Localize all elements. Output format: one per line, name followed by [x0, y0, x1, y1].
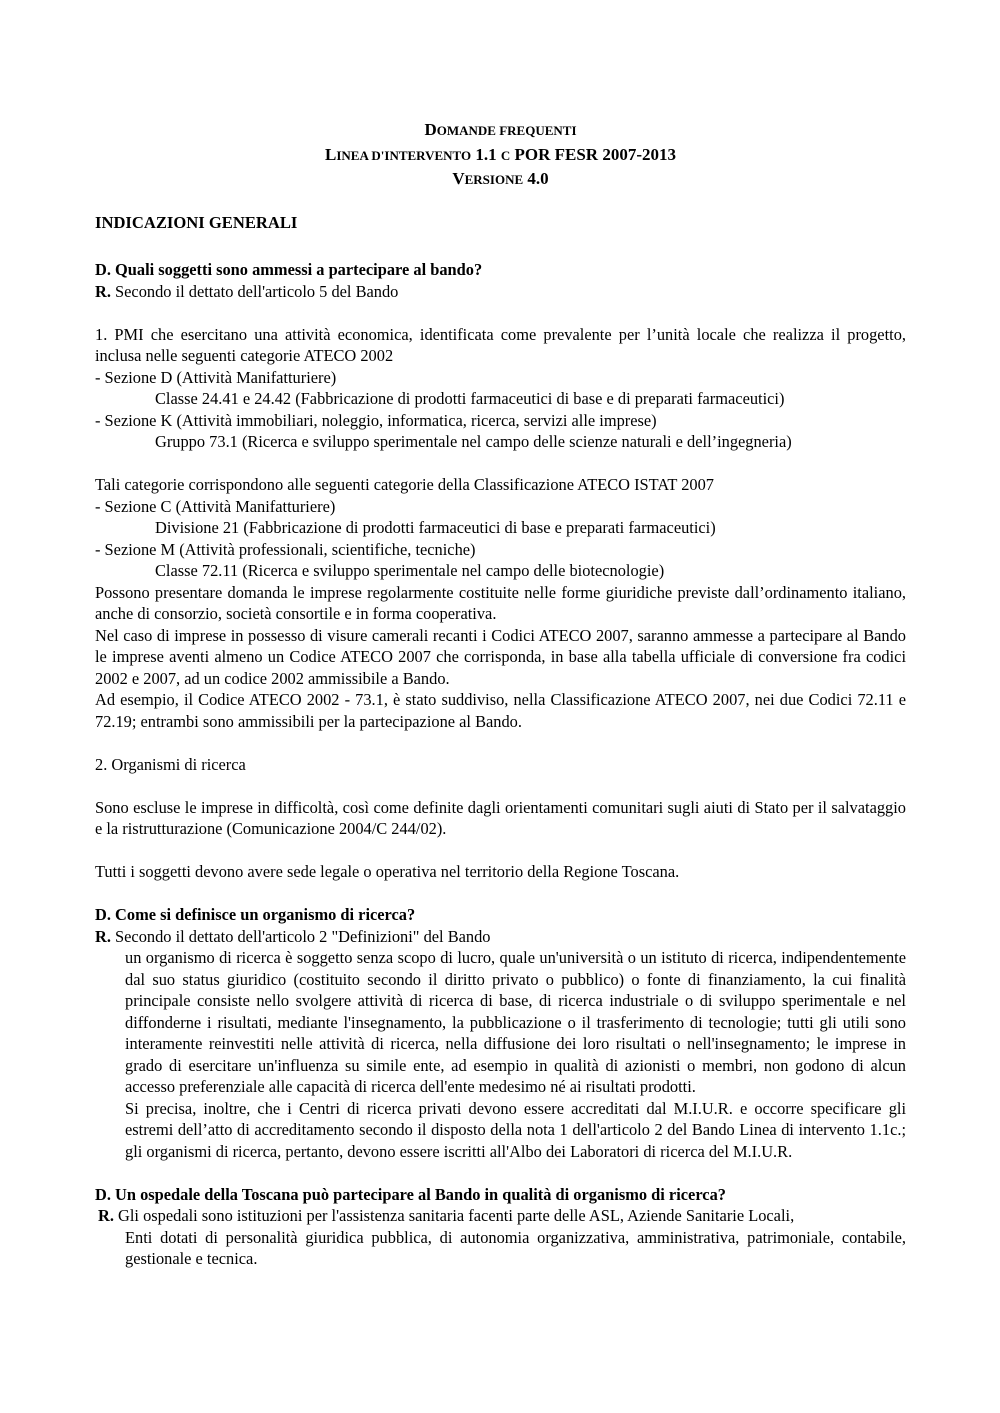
faq1-list-item: Divisione 21 (Fabbricazione di prodotti farmaceutici di base e preparati farmaceutici) — [155, 518, 716, 537]
header-version-number: 4.0 — [527, 169, 549, 188]
header-subtitle-program: POR FESR 2007-2013 — [514, 144, 676, 164]
faq1-r-label: R. — [95, 281, 111, 301]
faq1-list-item: Gruppo 73.1 (Ricerca e sviluppo sperimentale nel campo delle scienze naturali e dell’ingegneria) — [155, 432, 792, 451]
faq1-list-item: Classe 72.11 (Ricerca e sviluppo sperimentale nel campo delle biotecnologie) — [155, 561, 665, 580]
header-subtitle-mid: INEA D'INTERVENTO — [336, 147, 472, 163]
faq1-list-item: Classe 24.41 e 24.42 (Fabbricazione di prodotti farmaceutici di base e di preparati farmaceutici) — [155, 389, 785, 408]
header-version — [95, 167, 906, 192]
faq1-paragraph-escluse: Sono escluse le imprese in difficoltà, così come definite dagli orientamenti comunitari sugli aiuti di Stato per il salvataggio e la ristrutturazione (Comunicazione 2004/C 244/02). — [95, 797, 906, 838]
header-subtitle-initial: L — [325, 144, 337, 164]
faq1-list-item: - Sezione D (Attività Manifatturiere) — [95, 367, 337, 387]
faq1-paragraph-pmi: 1. PMI che esercitano una attività economica, identificata come prevalente per l’unità locale che realizza il progetto, inclusa nelle seguenti categorie ATECO 2002 — [95, 324, 906, 365]
faq1-list-item: - Sezione K (Attività immobiliari, noleggio, informatica, ricerca, servizi alle imprese) — [95, 410, 657, 430]
faq1-paragraph-organismi: 2. Organismi di ricerca — [95, 754, 246, 774]
faq1-paragraph-example: Ad esempio, il Codice ATECO 2002 - 73.1, è stato suddiviso, nella Classificazione ATECO 2007, nei due Codici 72.11 e 72.19; entrambi sono ammissibili per la partecipazione al Bando. — [95, 690, 906, 731]
header-version-initial: V — [452, 169, 465, 188]
header-title — [95, 118, 906, 143]
faq1-paragraph-forms: Possono presentare domanda le imprese regolarmente costituite nelle forme giuridiche previste dall’ordinamento italiano, anche di consorzio, società consortile e in forma cooperativa. — [95, 582, 906, 623]
faq2-paragraph-accreditation: Si precisa, inoltre, che i Centri di ricerca privati devono essere accreditati dal M.I.U.R. e occorre specificare gli estremi dell’atto di accreditamento secondo il disposto della nota 1 dell'articolo 2 del Bando Linea di intervento 1.1c.; gli organismi di ricerca, pertanto, devono essere iscritti all'Albo dei Laboratori di ricerca del M.I.U.R. — [125, 1098, 906, 1161]
faq3-r-label: R. — [98, 1206, 114, 1225]
header-subtitle-letter: C — [500, 147, 511, 163]
faq1-paragraph-visure: Nel caso di imprese in possesso di visure camerali recanti i Codici ATECO 2007, saranno ammesse a partecipare al Bando le imprese aventi almeno un Codice ATECO 2007 che corrisponda, in base alla tabella ufficiale di conversione fra codici 2002 e 2007, ad un codice 2002 ammissibile a Bando. — [95, 625, 906, 688]
faq2-answer-intro — [95, 926, 906, 948]
faq1-answer-intro — [95, 281, 906, 303]
faq2-paragraph-definition: un organismo di ricerca è soggetto senza scopo di lucro, quale un'università o un istituto di ricerca, indipendentemente dal suo status giuridico (costituito secondo il diritto privato o pubblico) o fonte di finanziamento, la cui finalità principale consiste nello svolgere attività di ricerca di base, di ricerca industriale o di sviluppo sperimentale e nel diffonderne i risultati, mediante l'insegnamento, la pubblicazione o il trasferimento di tecnologie; tutti gli utili sono interamente reinvestiti nelle attività di ricerca, nella diffusione dei loro risultati o nell'insegnamento; le imprese in grado di esercitare un'influenza su simile ente, ad esempio in qualità di azionisti o membri, non godono di alcun accesso preferenziale alle capacità di ricerca dell'ente medesimo né ai risultati prodotti. — [125, 948, 906, 1096]
faq3-answer-first-text: Gli ospedali sono istituzioni per l'assistenza sanitaria facenti parte delle ASL, Aziende Sanitarie Locali, — [113, 1206, 795, 1225]
header-title-rest: OMANDE FREQUENTI — [436, 123, 577, 138]
header-subtitle-number: 1.1 — [475, 144, 497, 164]
faq3-question: D. Un ospedale della Toscana può partecipare al Bando in qualità di organismo di ricerca? — [95, 1184, 726, 1204]
faq2-question: D. Come si definisce un organismo di ricerca? — [95, 905, 416, 924]
header-title-initial: D — [424, 120, 437, 139]
faq1-intro-text: Secondo il dettato dell'articolo 5 del Bando — [110, 281, 399, 301]
faq1-list-item: - Sezione M (Attività professionali, scientifiche, tecniche) — [95, 539, 476, 559]
header-subtitle — [95, 143, 906, 168]
faq2-r-label: R. — [95, 926, 111, 946]
header-version-label: ERSIONE — [464, 172, 524, 187]
faq2-intro-text: Secondo il dettato dell'articolo 2 "Definizioni" del Bando — [110, 926, 491, 946]
faq3-answer-rest: Enti dotati di personalità giuridica pubblica, di autonomia organizzativa, amministrativa, patrimoniale, contabile, gestionale e tecnica. — [125, 1227, 906, 1268]
section-title: INDICAZIONI GENERALI — [95, 212, 298, 232]
faq1-list-item: Tali categorie corrispondono alle seguenti categorie della Classificazione ATECO ISTAT 2007 — [95, 475, 714, 494]
faq3-answer-first-line — [95, 1205, 906, 1227]
faq1-question: D. Quali soggetti sono ammessi a partecipare al bando? — [95, 260, 483, 279]
faq1-paragraph-sede: Tutti i soggetti devono avere sede legale o operativa nel territorio della Regione Toscana. — [95, 862, 680, 881]
faq1-list-item: - Sezione C (Attività Manifatturiere) — [95, 496, 336, 516]
document-header — [95, 118, 906, 192]
